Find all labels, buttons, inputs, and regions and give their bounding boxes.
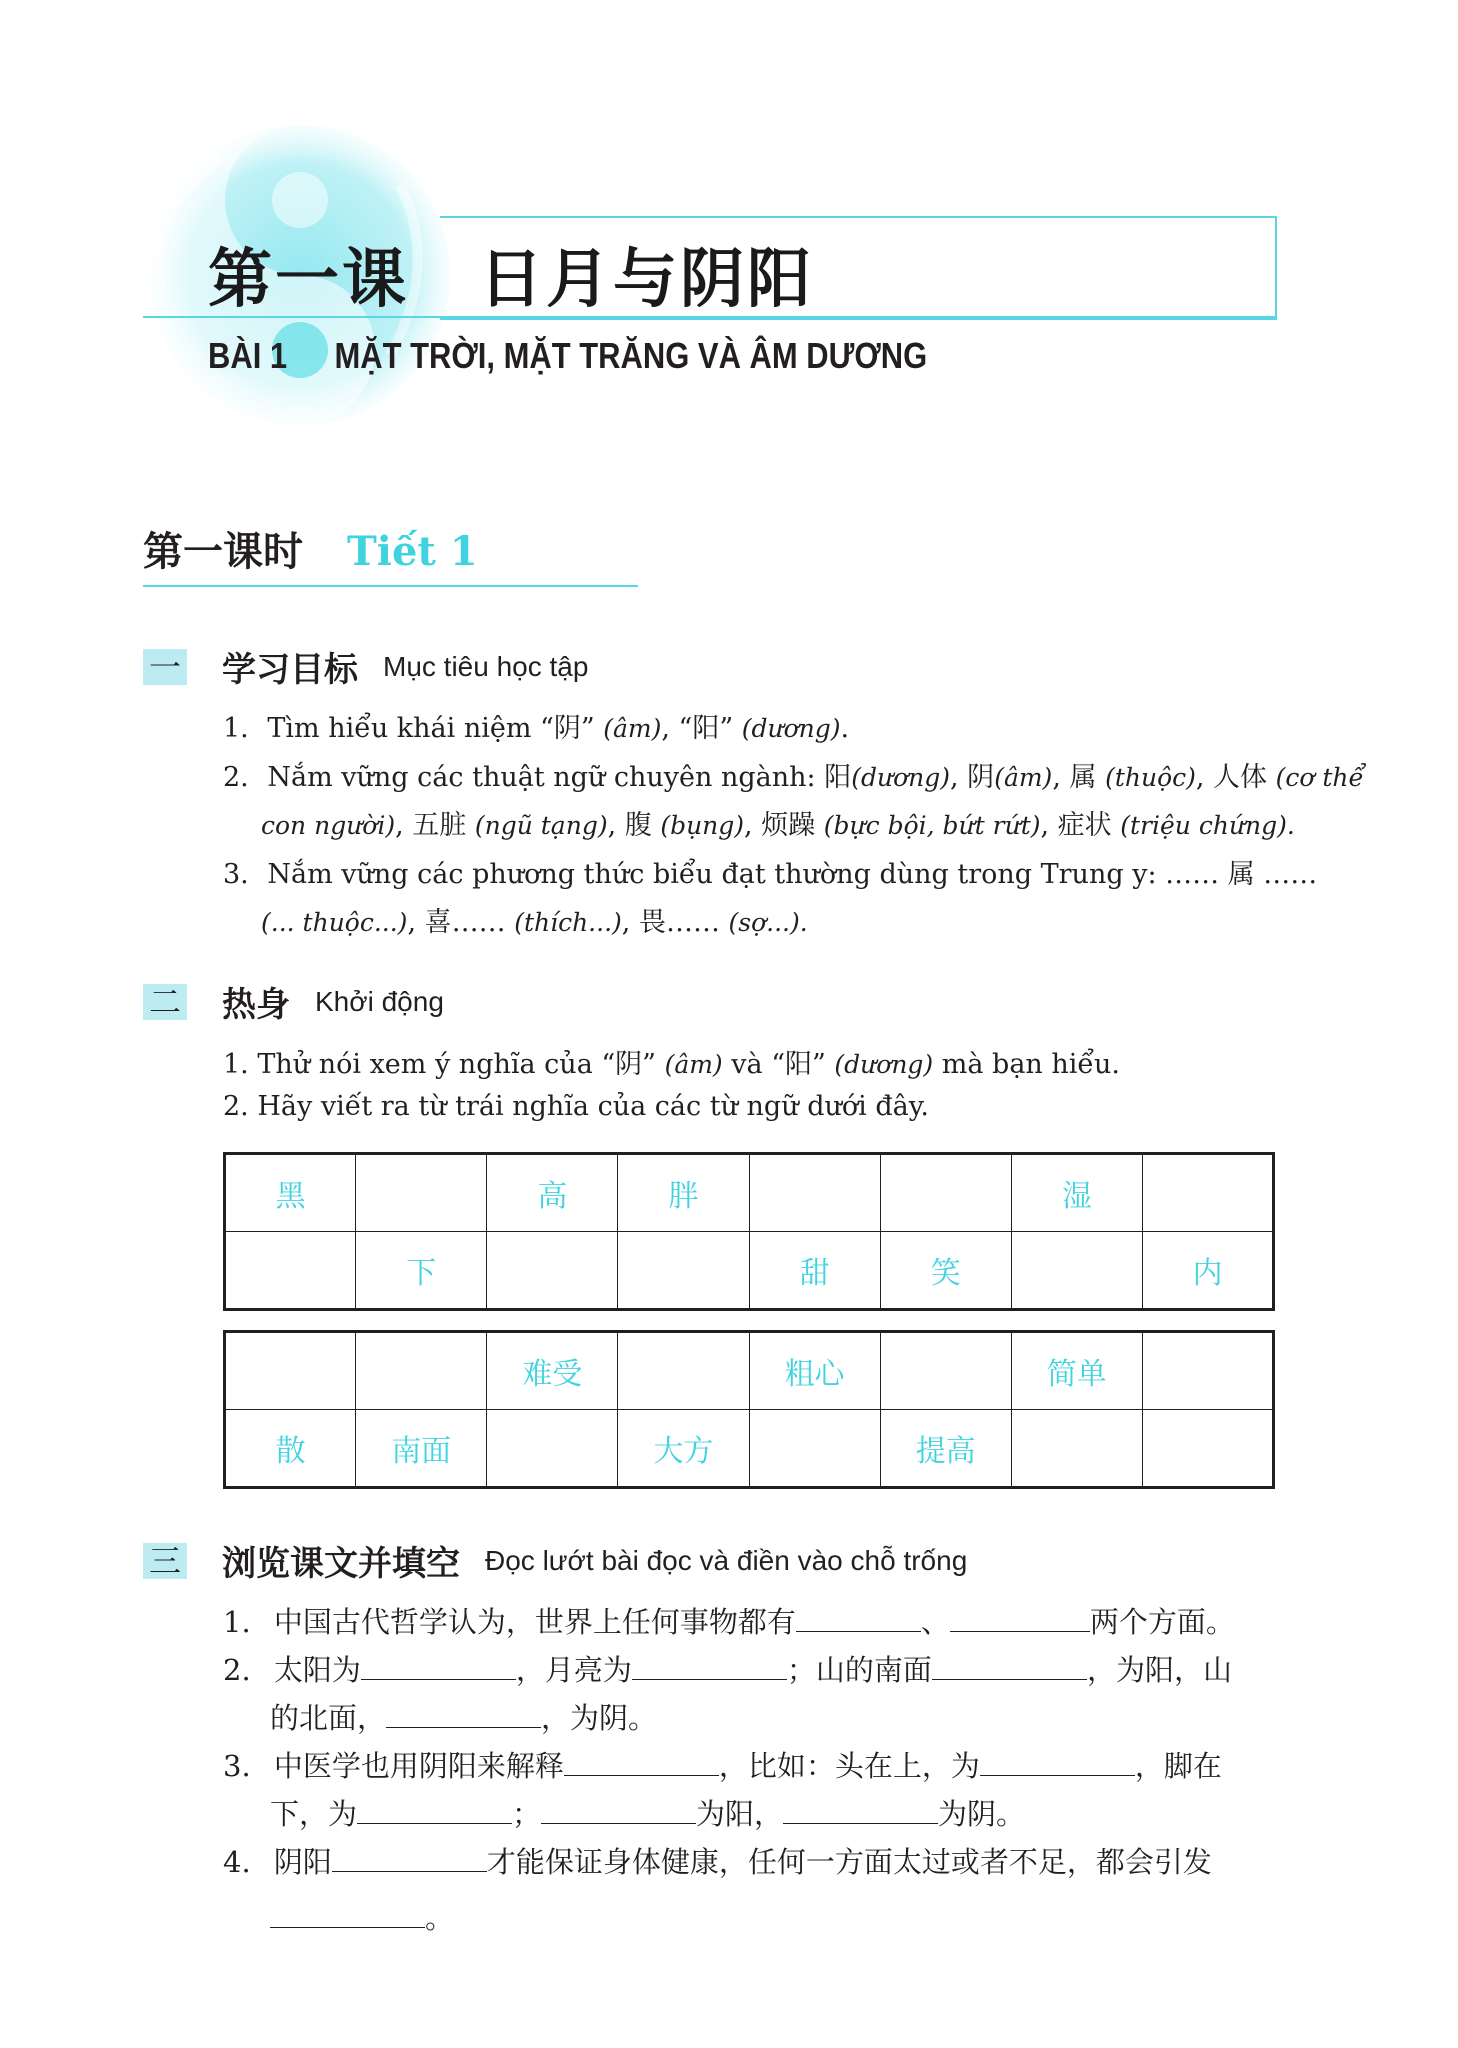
table-cell[interactable]: 甜 [749, 1232, 880, 1310]
item-gloss: (thích...) [514, 908, 622, 937]
warmup-1 [223, 1042, 1120, 1081]
table-row [225, 1154, 1274, 1232]
item-text: 太阳为 [273, 1653, 361, 1687]
table-cell[interactable]: 内 [1142, 1232, 1273, 1310]
table-cell[interactable] [880, 1332, 1011, 1410]
table-cell[interactable]: 大方 [618, 1410, 749, 1488]
item-text: ，月亮为 [515, 1653, 632, 1687]
item-text: , “阳” [661, 713, 742, 744]
table-cell[interactable]: 南面 [356, 1410, 487, 1488]
item-number: 2. [223, 762, 249, 793]
lesson-title-zh [208, 228, 814, 320]
period-vi: Tiết 1 [347, 528, 478, 575]
item-gloss: (... thuộc...) [261, 908, 408, 937]
answer-blank[interactable] [783, 1793, 938, 1824]
section-number-badge: 二 [143, 984, 187, 1020]
objective-3-continued [261, 900, 808, 939]
item-text: ，脚在 [1134, 1749, 1222, 1783]
table-cell[interactable]: 提高 [880, 1410, 1011, 1488]
lesson-number-zh: 第一课 [208, 242, 409, 317]
table-row [225, 1410, 1274, 1488]
fill-item-2-continued [270, 1696, 657, 1737]
item-text: , 腹 [607, 810, 661, 841]
section-1-heading [143, 642, 588, 691]
item-text: ，比如：头在上，为 [718, 1749, 980, 1783]
answer-blank[interactable] [932, 1649, 1087, 1680]
section-number-badge: 一 [143, 649, 187, 685]
table-cell[interactable] [487, 1232, 618, 1310]
table-cell[interactable] [487, 1410, 618, 1488]
item-number: 1. [223, 713, 249, 744]
warmup-2 [223, 1091, 929, 1122]
item-gloss: (âm) [603, 714, 662, 743]
item-number: 1. [223, 1605, 251, 1639]
answer-blank[interactable] [632, 1649, 787, 1680]
item-gloss: (dương) [834, 1050, 934, 1079]
lesson-number-vi: BÀI 1 [208, 335, 288, 376]
table-cell[interactable] [1142, 1154, 1273, 1232]
item-text: 两个方面。 [1089, 1605, 1235, 1639]
item-text: . [840, 713, 850, 744]
item-text: , 喜…… [407, 907, 515, 938]
table-cell[interactable]: 散 [225, 1410, 356, 1488]
fill-item-3-continued [270, 1792, 1025, 1833]
item-gloss: (triệu chứng). [1120, 811, 1295, 840]
objective-1 [223, 706, 849, 745]
item-text: 为阴。 [938, 1797, 1026, 1831]
item-text: mà bạn hiểu. [933, 1049, 1121, 1080]
item-text: ，为阳，山 [1086, 1653, 1232, 1687]
answer-blank[interactable] [332, 1841, 487, 1872]
table-row [225, 1332, 1274, 1410]
table-cell[interactable]: 笑 [880, 1232, 1011, 1310]
item-text: 中国古代哲学认为，世界上任何事物都有 [273, 1605, 796, 1639]
item-text: , 畏…… [621, 907, 729, 938]
item-gloss: (dương) [741, 714, 841, 743]
table-cell[interactable] [1011, 1232, 1142, 1310]
table-cell[interactable] [225, 1332, 356, 1410]
fill-item-4 [223, 1840, 1212, 1881]
item-text: 阴阳 [273, 1845, 332, 1879]
period-heading [143, 520, 478, 577]
item-text: ，为阴。 [541, 1701, 658, 1735]
table-cell[interactable]: 湿 [1011, 1154, 1142, 1232]
item-number: 3. [223, 1749, 251, 1783]
answer-blank[interactable] [541, 1793, 696, 1824]
item-text: Nắm vững các phương thức biểu đạt thường dùng trong Trung y: …… 属 …… [267, 859, 1318, 890]
table-cell[interactable] [618, 1332, 749, 1410]
item-text: Nắm vững các thuật ngữ chuyên ngành: 阳 [267, 762, 852, 793]
item-gloss: (ngũ tạng) [474, 811, 608, 840]
table-cell[interactable]: 下 [356, 1232, 487, 1310]
section-title-zh: 热身 [222, 985, 290, 1025]
item-text: 中医学也用阴阳来解释 [273, 1749, 564, 1783]
antonym-table-2 [223, 1330, 1275, 1489]
section-title-zh: 浏览课文并填空 [222, 1544, 460, 1584]
answer-blank[interactable] [564, 1745, 719, 1776]
answer-blank[interactable] [386, 1697, 541, 1728]
item-gloss: (cơ thể [1275, 763, 1364, 792]
objective-2-continued [261, 803, 1295, 842]
fill-item-1 [223, 1600, 1235, 1641]
item-text: ；山的南面 [786, 1653, 932, 1687]
table-cell[interactable]: 难受 [487, 1332, 618, 1410]
item-gloss: (bực bội, bứt rứt) [823, 811, 1041, 840]
table-cell[interactable] [749, 1154, 880, 1232]
section-title-zh: 学习目标 [222, 650, 358, 690]
table-cell[interactable]: 粗心 [749, 1332, 880, 1410]
table-cell[interactable] [225, 1232, 356, 1310]
answer-blank[interactable] [357, 1793, 512, 1824]
table-cell[interactable] [1011, 1410, 1142, 1488]
table-cell[interactable] [356, 1332, 487, 1410]
item-text: 。 [425, 1901, 455, 1935]
item-gloss: (âm) [994, 763, 1053, 792]
fill-item-4-continued [270, 1896, 454, 1937]
objective-2 [223, 755, 1364, 794]
item-number: 2. [223, 1653, 251, 1687]
section-number-badge: 三 [143, 1543, 187, 1579]
table-cell[interactable] [356, 1154, 487, 1232]
section-title-vi: Khởi động [315, 985, 444, 1017]
antonym-table-1 [223, 1152, 1275, 1311]
item-text: 1. Thử nói xem ý nghĩa của “阴” [223, 1049, 665, 1080]
table-cell[interactable]: 胖 [618, 1154, 749, 1232]
table-cell[interactable] [1142, 1332, 1273, 1410]
lesson-name-zh: 日月与阴阳 [479, 242, 814, 317]
item-text: Tìm hiểu khái niệm “阴” [267, 713, 604, 744]
section-2-heading [143, 977, 444, 1026]
objective-3 [223, 852, 1317, 891]
item-gloss: (dương) [851, 763, 951, 792]
table-cell[interactable] [749, 1410, 880, 1488]
answer-blank[interactable] [950, 1601, 1090, 1632]
answer-blank[interactable] [361, 1649, 516, 1680]
section-3-heading [143, 1536, 967, 1585]
item-gloss: (bụng) [660, 811, 745, 840]
item-text: , 烦躁 [744, 810, 824, 841]
item-text: 2. Hãy viết ra từ trái nghĩa của các từ ngữ dưới đây. [223, 1091, 929, 1122]
table-row [225, 1232, 1274, 1310]
table-cell[interactable]: 简单 [1011, 1332, 1142, 1410]
table-cell[interactable] [1142, 1410, 1273, 1488]
table-cell[interactable] [618, 1232, 749, 1310]
answer-blank[interactable] [796, 1601, 921, 1632]
item-text: và “阳” [722, 1049, 835, 1080]
item-text: 的北面， [270, 1701, 387, 1735]
section-title-vi: Đọc lướt bài đọc và điền vào chỗ trống [485, 1544, 968, 1576]
item-text: , 阴 [950, 762, 995, 793]
period-zh: 第一课时 [143, 528, 303, 575]
item-text: , 属 [1052, 762, 1106, 793]
period-underline [143, 585, 638, 587]
item-text: 为阳， [696, 1797, 784, 1831]
fill-item-3 [223, 1744, 1222, 1785]
item-gloss: (sợ...). [728, 908, 808, 937]
table-cell[interactable]: 高 [487, 1154, 618, 1232]
answer-blank[interactable] [270, 1897, 425, 1928]
item-number: 3. [223, 859, 249, 890]
answer-blank[interactable] [980, 1745, 1135, 1776]
item-text: , 人体 [1195, 762, 1276, 793]
item-text: 、 [920, 1605, 950, 1639]
item-gloss: (âm) [664, 1050, 723, 1079]
item-text: , 五脏 [395, 810, 475, 841]
table-cell[interactable] [880, 1154, 1011, 1232]
section-title-vi: Mục tiêu học tập [383, 650, 589, 682]
item-gloss: con người) [261, 811, 396, 840]
item-text: 下，为 [270, 1797, 358, 1831]
fill-item-2 [223, 1648, 1232, 1689]
item-text: ； [512, 1797, 542, 1831]
lesson-name-vi: MẶT TRỜI, MẶT TRĂNG VÀ ÂM DƯƠNG [334, 335, 928, 376]
item-text: , 症状 [1040, 810, 1121, 841]
item-text: 才能保证身体健康，任何一方面太过或者不足，都会引发 [486, 1845, 1212, 1879]
lesson-title-vi [208, 335, 927, 377]
table-cell[interactable]: 黑 [225, 1154, 356, 1232]
item-number: 4. [223, 1845, 251, 1879]
item-gloss: (thuộc) [1105, 763, 1196, 792]
